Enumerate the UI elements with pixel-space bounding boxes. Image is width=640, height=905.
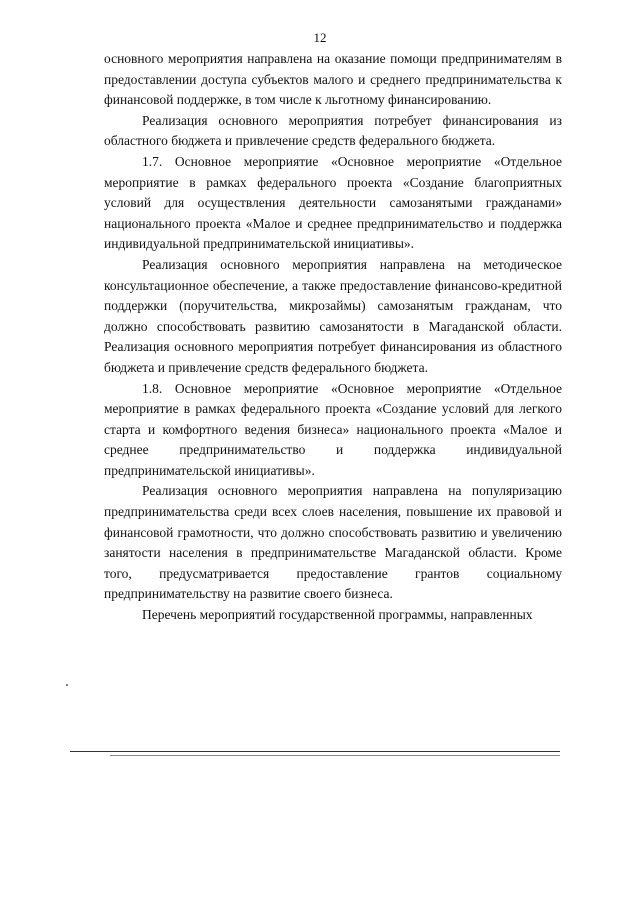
paragraph-measure-1-7: 1.7. Основное мероприятие «Основное мероприятие «Отдельное мероприятие в рамках федерального проекта «Создание благоприятных условий для осуществления деятельности самозанятыми гражданами» национального проекта «Малое и среднее предпринимательство и поддержка индивидуальной предпринимательской инициативы». [104,153,562,252]
paragraph-implementation-1-7: Реализация основного мероприятия направлена на методическое консультационное обеспечение, а также предоставление финансово-кредитной поддержки (поручительства, микрозаймы) самозанятым гражданам, что должно способствовать развитию самозанятости в Магаданской области. Реализация основного мероприятия потребует финансирования из областного бюджета и привлечение средств федерального бюджета. [104,256,562,375]
scan-speck [66,684,68,686]
document-body [104,49,562,626]
paragraph-continuation: основного мероприятия направлена на оказание помощи предпринимателям в предоставлении доступа субъектов малого и среднего предпринимательства к финансовой поддержке, в том числе к льготному финансированию. [104,51,562,108]
footer-rule-thin [110,755,560,756]
paragraph-financing-1-6: Реализация основного мероприятия потребует финансирования из областного бюджета и привлечение средств федерального бюджета. [104,112,562,149]
footer-rule [70,751,560,752]
paragraph-implementation-1-8: Реализация основного мероприятия направлена на популяризацию предпринимательства среди всех слоев населения, повышение их правовой и финансовой грамотности, что должно способствовать развитию и увеличению занятости населения в предпринимательстве Магаданской области. Кроме того, предусматривается предоставление грантов социальному предпринимательству на развитие своего бизнеса. [104,483,562,602]
paragraph-list-intro: Перечень мероприятий государственной программы, направленных [142,607,533,623]
page-number: 12 [313,30,327,45]
paragraph-measure-1-8: 1.8. Основное мероприятие «Основное мероприятие «Отдельное мероприятие в рамках федерального проекта «Создание условий для легкого старта и комфортного ведения бизнеса» национального проекта «Малое и среднее предпринимательство и поддержка индивидуальной предпринимательской инициативы». [104,380,562,478]
